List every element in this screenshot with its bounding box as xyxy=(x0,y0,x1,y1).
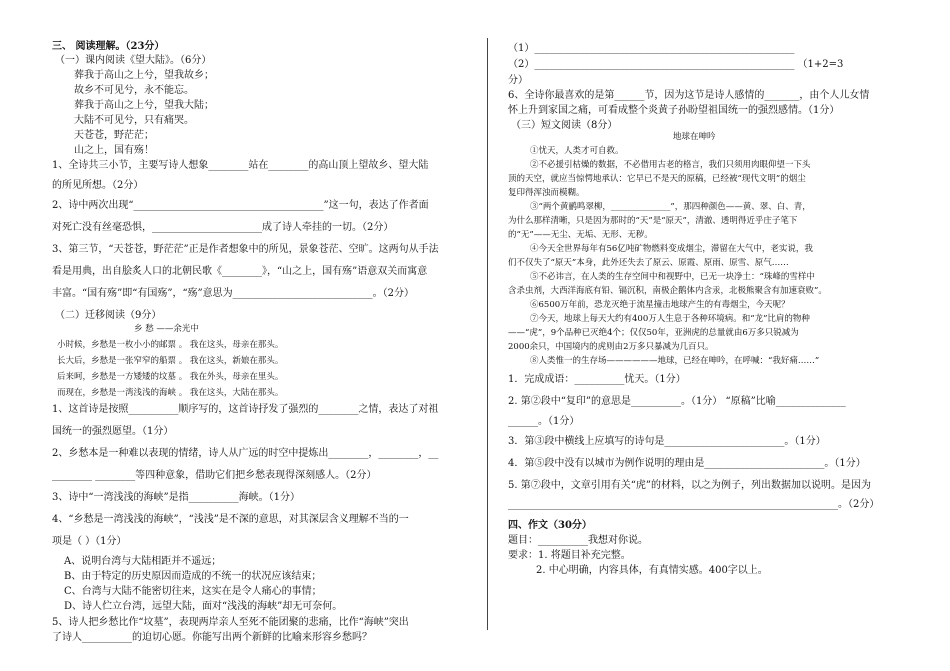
article-paragraph: 含杀虫剂，大西洋海底有铅、镉沉积，南极企鹅体内含汞，北极熊聚含有加速衰败”。 xyxy=(508,286,827,296)
question-text: 2、乡愁本是一种难以表现的情绪，诗人从广远的时空中提炼出________，________，__ xyxy=(52,448,439,459)
option-b: B、由于特定的历史原因而造成的不统一的状况应该结束； xyxy=(64,571,322,582)
question-text: 对死亡没有丝毫恐惧，______________________成了诗人牵挂的一切。（2分） xyxy=(52,222,394,233)
question-text: 的所见所想。（2分） xyxy=(52,180,144,191)
question-text: 2. 第②段中“复印”的意思是__________。（1分） “原稿”比喻______________ xyxy=(508,396,846,407)
poem-line: 大陆不可见兮，只有痛哭。 xyxy=(74,115,194,126)
poem-line: 长大后，乡愁是一张窄窄的船票 。 我在这头，新娘在那头。 xyxy=(57,356,284,366)
answer-line: 分） xyxy=(508,75,528,86)
poem-line: 葬我于高山之上兮，望我大陆； xyxy=(74,100,214,111)
option-c: C、台湾与大陆不能密切往来，这实在是令人痛心的事情； xyxy=(64,586,322,597)
article-paragraph: ①忧天，人类才可自救。 xyxy=(530,146,624,156)
poem-line: 故乡不可见兮，永不能忘。 xyxy=(74,85,194,96)
essay-requirement: 要求：1. 将题目补充完整。 xyxy=(508,550,631,561)
poem-line: 而现在，乡愁是一湾浅浅的海峡 。 我在这头，大陆在那头。 xyxy=(57,388,284,398)
subsection-heading: （三）短文阅读（8分） xyxy=(511,120,618,131)
article-paragraph: ③“两个黄鹂鸣翠柳，______________”，那四种颜色——黄、翠、白、青， xyxy=(530,202,811,212)
essay-requirement: 2. 中心明确，内容具体，有真情实感。400字以上。 xyxy=(536,565,768,576)
answer-line: （2）____________________________________________________ （1+2=3 xyxy=(508,59,844,70)
subsection-heading: （二）迁移阅读（9分） xyxy=(55,310,162,321)
question-text: 3．第③段中横线上应填写的诗句是________________________。（1分） xyxy=(508,436,826,447)
column-divider xyxy=(487,38,488,630)
option-d: D、诗人伫立台湾，远望大陆，面对“浅浅的海峡”却无可奈何。 xyxy=(64,601,343,612)
poem-line: 天苍苍，野茫茫； xyxy=(74,130,154,141)
question-text: 看是用典，出自脍炙人口的北朝民歌《________》，“山之上，国有殇”语意双关而寓意 xyxy=(52,266,428,277)
question-text: 5、诗人把乡愁比作“坟墓”，表现两岸亲人至死不能团聚的悲痛，比作“海峡”突出 xyxy=(52,617,409,628)
question-text: 丰富。“国有殇”即“有国殇”，“殇”意思为____________________________。（2分） xyxy=(52,288,415,299)
question-text: 2、诗中两次出现“______________________________________”这一句，表达了作者面 xyxy=(52,200,429,211)
article-paragraph: ——“虎”，9个品种已灭绝4个；仅仅50年，亚洲虎的总量就由6万多只锐减为 xyxy=(508,328,799,338)
answer-line: （1）____________________________________________________ xyxy=(508,43,795,54)
poem-line: 后来呵，乡愁是一方矮矮的坟墓 。 我在外头，母亲在里头。 xyxy=(57,372,284,382)
article-paragraph: ⑥6500万年前，恐龙灭绝于流星撞击地球产生的有毒烟尘，今天呢？ xyxy=(530,300,790,310)
article-paragraph: ⑧人类惟一的生存场——————地球，已经在呻吟，在呼喊：“我好痛……” xyxy=(530,356,820,366)
question-text: ______。（1分） xyxy=(508,416,580,427)
section-three-heading: 三、 阅读理解。（23分） xyxy=(52,41,165,52)
article-paragraph: ②不必援引枯燥的数据，不必借用古老的格言，我们只须用肉眼仰望一下头 xyxy=(530,160,811,170)
essay-title: 题目：__________我想对你说。 xyxy=(508,535,648,546)
poem-title: 乡 愁 ——余光中 xyxy=(134,324,199,334)
question-text: 5. 第⑦段中，文章引用有关“虎”的材料，以之为例子，列出数据加以说明。是因为 xyxy=(508,480,871,491)
question-text: 1．完成成语：__________忧天。（1分） xyxy=(508,374,686,385)
question-text: 怀上升到家国之痛，可看成整个炎黄子孙盼望祖国统一的强烈感情。（1分） xyxy=(508,105,840,116)
article-paragraph: 们不仅失了“原天”本身，此外还失去了原云、原霞、原雨、原雪、原气…… xyxy=(508,258,789,268)
poem-line: 葬我于高山之上兮，望我故乡； xyxy=(74,70,214,81)
article-paragraph: 的“无”——无尘、无垢、无形、无秽。 xyxy=(508,230,653,240)
subsection-heading: （一）课内阅读《望大陆》。（6分） xyxy=(55,55,212,66)
question-text: 3、第三节，“天苍苍，野茫茫”正是作者想象中的所见，景象苍茫、空旷。这两句从手法 xyxy=(52,244,439,255)
article-paragraph: ④今天全世界每年有56亿吨矿物燃料变成烟尘，滞留在大气中，老实说，我 xyxy=(530,244,813,254)
section-four-heading: 四、作文（30分） xyxy=(508,520,592,531)
article-paragraph: 复印得浑浊而模糊。 xyxy=(508,188,585,198)
article-title: 地球在呻吟 xyxy=(673,132,716,142)
option-a: A、说明台湾与大陆相距并不遥远； xyxy=(64,556,222,567)
article-paragraph: 顶的天空，就应当惊愕地承认：它早已不是天的原稿，已经被“现代文明”的烟尘 xyxy=(508,174,806,184)
question-text: 1、这首诗是按照__________顺序写的，这首诗抒发了强烈的________之情，表达了对祖 xyxy=(52,404,439,415)
poem-line: 小时候，乡愁是一枚小小的邮票 。 我在这头，母亲在那头。 xyxy=(57,340,284,350)
question-text: 4、“乡愁是一湾浅浅的海峡”，“浅浅”是不深的意思，对其深层含义理解不当的一 xyxy=(52,514,409,525)
question-text: 项是（ ）（1分） xyxy=(52,536,127,547)
article-paragraph: ⑤不必讳言，在人类的生存空间中和视野中，已无一块净土：“珠峰的雪样中 xyxy=(530,272,815,282)
article-paragraph: 2000余只，中国境内的虎则由2万多只暴减为几百只。 xyxy=(508,342,714,352)
question-text: 6、全诗你最喜欢的是第______节，因为这节是诗人感情的_______，由个人儿女情 xyxy=(508,90,870,101)
article-paragraph: ⑦今天，地球上每天大约有400万人生息于各种环境病。和“龙”比肩的物种 xyxy=(530,314,810,324)
article-paragraph: 为什么那样清晰，只是因为那时的“天”是“原天”，清澈、透明得近乎庄子笔下 xyxy=(508,216,798,226)
question-text: 1、全诗共三小节，主要写诗人想象________站在________的高山顶上望故乡、望大陆 xyxy=(52,160,429,171)
question-text: ________ ________等四种意象，借助它们把乡愁表现得深刻感人。（2分） xyxy=(52,470,377,481)
poem-line: 山之上，国有殇！ xyxy=(74,145,154,156)
question-text: 了诗人__________的迫切心愿。你能写出两个新鲜的比喻来形容乡愁吗？ xyxy=(52,632,372,643)
question-text: 国统一的强烈愿望。（1分） xyxy=(52,426,174,437)
question-text: __________________________________________________________________。（2分） xyxy=(508,499,880,510)
question-text: 4．第⑤段中没有以城市为例作说明的理由是________________________。（1分） xyxy=(508,458,866,469)
question-text: 3、诗中“一湾浅浅的海峡”是指__________海峡。（1分） xyxy=(52,492,300,503)
